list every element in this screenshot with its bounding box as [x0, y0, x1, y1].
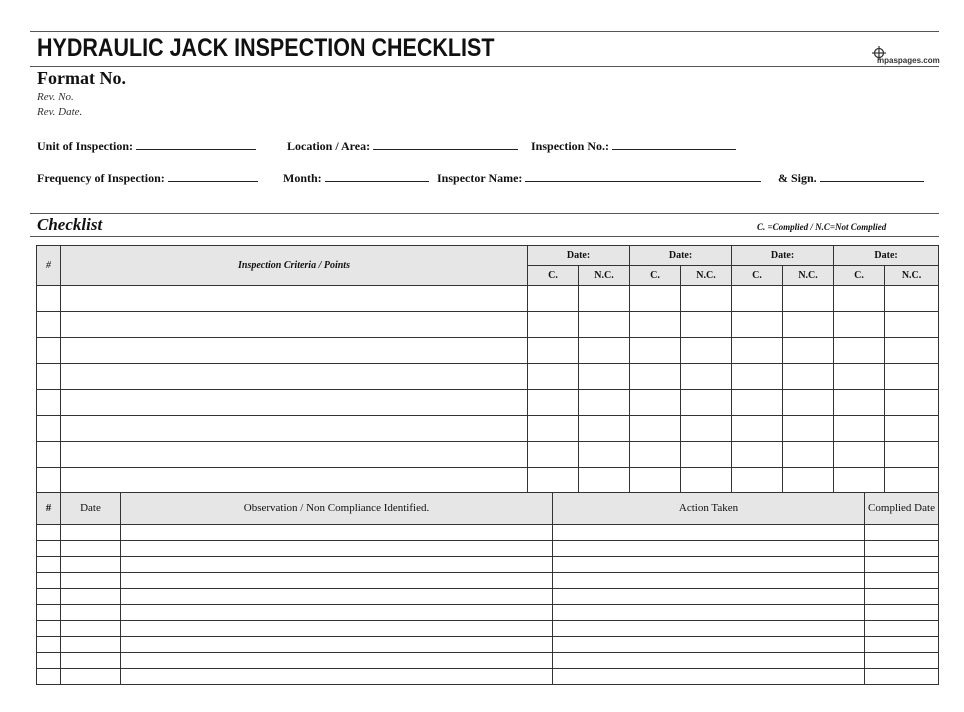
nc-cell[interactable] — [885, 416, 939, 442]
c-cell[interactable] — [732, 468, 783, 494]
unit-field[interactable] — [37, 139, 256, 154]
c-cell[interactable] — [732, 312, 783, 338]
c-cell[interactable] — [732, 338, 783, 364]
observation-cell[interactable] — [121, 573, 553, 589]
date-cell[interactable] — [61, 525, 121, 541]
date-cell[interactable] — [61, 589, 121, 605]
checklist-table — [36, 245, 939, 494]
c-cell[interactable] — [528, 468, 579, 494]
complied-date-cell[interactable] — [865, 525, 939, 541]
observation-cell[interactable] — [121, 605, 553, 621]
c-header-4: C. — [834, 266, 885, 286]
c-cell[interactable] — [528, 286, 579, 312]
observation-body — [37, 525, 939, 685]
page-title: HYDRAULIC JACK INSPECTION CHECKLIST — [37, 34, 495, 62]
date-cell[interactable] — [61, 653, 121, 669]
action-cell[interactable] — [553, 541, 865, 557]
criteria-cell[interactable] — [61, 364, 528, 390]
c-cell[interactable] — [732, 442, 783, 468]
checklist-bottom-rule — [30, 236, 939, 237]
checklist-row — [37, 390, 939, 416]
observation-header-hash: # — [37, 493, 61, 525]
location-label: Location / Area: — [287, 139, 371, 153]
observation-row — [37, 573, 939, 589]
row-number-cell[interactable] — [37, 468, 61, 494]
c-header-1: C. — [528, 266, 579, 286]
title-rule — [30, 66, 939, 67]
logo-text: inpaspages.com — [877, 56, 940, 65]
nc-cell[interactable] — [885, 312, 939, 338]
nc-cell[interactable] — [885, 442, 939, 468]
frequency-label: Frequency of Inspection: — [37, 171, 165, 185]
frequency-blank[interactable] — [168, 171, 258, 182]
row-number-cell[interactable] — [37, 338, 61, 364]
c-cell[interactable] — [732, 390, 783, 416]
nc-cell[interactable] — [579, 468, 630, 494]
month-blank[interactable] — [325, 171, 429, 182]
rev-no-label: Rev. No. — [37, 91, 74, 103]
checklist-row — [37, 416, 939, 442]
nc-cell[interactable] — [681, 416, 732, 442]
nc-cell[interactable] — [579, 312, 630, 338]
action-cell[interactable] — [553, 525, 865, 541]
complied-date-cell[interactable] — [865, 669, 939, 685]
c-cell[interactable] — [732, 364, 783, 390]
nc-cell[interactable] — [885, 286, 939, 312]
c-cell[interactable] — [630, 468, 681, 494]
frequency-field[interactable] — [37, 171, 258, 186]
nc-cell[interactable] — [885, 364, 939, 390]
c-cell[interactable] — [630, 364, 681, 390]
c-cell[interactable] — [630, 416, 681, 442]
complied-date-cell[interactable] — [865, 605, 939, 621]
nc-cell[interactable] — [681, 364, 732, 390]
date-cell[interactable] — [61, 669, 121, 685]
nc-cell[interactable] — [579, 416, 630, 442]
observation-row — [37, 605, 939, 621]
row-number-cell[interactable] — [37, 442, 61, 468]
c-cell[interactable] — [528, 364, 579, 390]
month-label: Month: — [283, 171, 322, 185]
row-number-cell[interactable] — [37, 637, 61, 653]
nc-cell[interactable] — [783, 390, 834, 416]
c-cell[interactable] — [528, 416, 579, 442]
checklist-row — [37, 364, 939, 390]
checklist-top-rule — [30, 213, 939, 214]
action-cell[interactable] — [553, 653, 865, 669]
observation-cell[interactable] — [121, 669, 553, 685]
nc-cell[interactable] — [681, 338, 732, 364]
complied-date-cell[interactable] — [865, 637, 939, 653]
observation-cell[interactable] — [121, 589, 553, 605]
date-cell[interactable] — [61, 541, 121, 557]
row-number-cell[interactable] — [37, 605, 61, 621]
c-cell[interactable] — [834, 338, 885, 364]
complied-date-cell[interactable] — [865, 589, 939, 605]
row-number-cell[interactable] — [37, 286, 61, 312]
c-cell[interactable] — [528, 390, 579, 416]
criteria-cell[interactable] — [61, 390, 528, 416]
nc-cell[interactable] — [885, 468, 939, 494]
checklist-row — [37, 468, 939, 494]
action-cell[interactable] — [553, 605, 865, 621]
checklist-row — [37, 312, 939, 338]
month-field[interactable] — [283, 171, 429, 186]
nc-cell[interactable] — [681, 390, 732, 416]
inspector-label: Inspector Name: — [437, 171, 523, 185]
date-header-4: Date: — [834, 246, 939, 266]
observation-row — [37, 541, 939, 557]
date-cell[interactable] — [61, 557, 121, 573]
nc-cell[interactable] — [783, 364, 834, 390]
checklist-header-hash: # — [37, 246, 61, 286]
action-cell[interactable] — [553, 669, 865, 685]
action-cell[interactable] — [553, 621, 865, 637]
criteria-cell[interactable] — [61, 416, 528, 442]
row-number-cell[interactable] — [37, 589, 61, 605]
date-cell[interactable] — [61, 573, 121, 589]
nc-cell[interactable] — [783, 416, 834, 442]
c-cell[interactable] — [630, 312, 681, 338]
checklist-row — [37, 286, 939, 312]
c-cell[interactable] — [834, 468, 885, 494]
row-number-cell[interactable] — [37, 573, 61, 589]
rev-date-label: Rev. Date. — [37, 106, 83, 118]
observation-header-complied-date: Complied Date — [865, 493, 939, 525]
checklist-header-criteria: Inspection Criteria / Points — [61, 246, 528, 286]
c-cell[interactable] — [732, 416, 783, 442]
row-number-cell[interactable] — [37, 541, 61, 557]
nc-cell[interactable] — [579, 364, 630, 390]
inspection-no-blank[interactable] — [612, 139, 736, 150]
c-cell[interactable] — [834, 442, 885, 468]
criteria-cell[interactable] — [61, 312, 528, 338]
date-cell[interactable] — [61, 605, 121, 621]
checklist-row — [37, 338, 939, 364]
c-cell[interactable] — [630, 338, 681, 364]
c-header-2: C. — [630, 266, 681, 286]
observation-cell[interactable] — [121, 653, 553, 669]
nc-header-1: N.C. — [579, 266, 630, 286]
nc-header-2: N.C. — [681, 266, 732, 286]
top-rule — [30, 31, 939, 32]
action-cell[interactable] — [553, 573, 865, 589]
nc-cell[interactable] — [579, 390, 630, 416]
row-number-cell[interactable] — [37, 557, 61, 573]
observation-row — [37, 669, 939, 685]
date-header-3: Date: — [732, 246, 834, 266]
action-cell[interactable] — [553, 589, 865, 605]
unit-blank[interactable] — [136, 139, 256, 150]
complied-date-cell[interactable] — [865, 621, 939, 637]
c-cell[interactable] — [834, 286, 885, 312]
row-number-cell[interactable] — [37, 416, 61, 442]
action-cell[interactable] — [553, 557, 865, 573]
date-header-1: Date: — [528, 246, 630, 266]
observation-table — [36, 492, 939, 685]
nc-cell[interactable] — [681, 312, 732, 338]
nc-cell[interactable] — [783, 286, 834, 312]
nc-cell[interactable] — [681, 286, 732, 312]
nc-cell[interactable] — [885, 390, 939, 416]
observation-row — [37, 637, 939, 653]
c-cell[interactable] — [834, 364, 885, 390]
complied-date-cell[interactable] — [865, 541, 939, 557]
nc-cell[interactable] — [579, 286, 630, 312]
inspection-no-field[interactable] — [531, 139, 736, 154]
legend-text: C. =Complied / N.C=Not Complied — [757, 222, 887, 232]
inspector-field[interactable] — [437, 171, 761, 186]
c-cell[interactable] — [528, 338, 579, 364]
criteria-cell[interactable] — [61, 286, 528, 312]
c-cell[interactable] — [630, 442, 681, 468]
row-number-cell[interactable] — [37, 621, 61, 637]
complied-date-cell[interactable] — [865, 557, 939, 573]
format-no-label: Format No. — [37, 68, 126, 88]
c-cell[interactable] — [834, 390, 885, 416]
row-number-cell[interactable] — [37, 312, 61, 338]
nc-cell[interactable] — [579, 442, 630, 468]
inspection-no-label: Inspection No.: — [531, 139, 610, 153]
unit-label: Unit of Inspection: — [37, 139, 134, 153]
row-number-cell[interactable] — [37, 653, 61, 669]
sign-field[interactable] — [778, 171, 924, 186]
c-cell[interactable] — [528, 312, 579, 338]
checklist-title: Checklist — [37, 215, 103, 234]
observation-row — [37, 653, 939, 669]
observation-cell[interactable] — [121, 541, 553, 557]
nc-header-3: N.C. — [783, 266, 834, 286]
location-blank[interactable] — [373, 139, 518, 150]
sign-label: & Sign. — [778, 171, 817, 185]
inspector-blank[interactable] — [525, 171, 761, 182]
row-number-cell[interactable] — [37, 525, 61, 541]
row-number-cell[interactable] — [37, 669, 61, 685]
complied-date-cell[interactable] — [865, 573, 939, 589]
nc-cell[interactable] — [783, 338, 834, 364]
nc-cell[interactable] — [579, 338, 630, 364]
location-field[interactable] — [287, 139, 518, 154]
nc-cell[interactable] — [783, 468, 834, 494]
observation-row — [37, 621, 939, 637]
logo — [868, 46, 948, 68]
row-number-cell[interactable] — [37, 390, 61, 416]
observation-cell[interactable] — [121, 621, 553, 637]
nc-header-4: N.C. — [885, 266, 939, 286]
nc-cell[interactable] — [681, 442, 732, 468]
criteria-cell[interactable] — [61, 468, 528, 494]
row-number-cell[interactable] — [37, 364, 61, 390]
observation-row — [37, 525, 939, 541]
c-cell[interactable] — [528, 442, 579, 468]
observation-row — [37, 589, 939, 605]
c-header-3: C. — [732, 266, 783, 286]
checklist-body — [37, 286, 939, 494]
observation-header-action: Action Taken — [553, 493, 865, 525]
criteria-cell[interactable] — [61, 442, 528, 468]
c-cell[interactable] — [732, 286, 783, 312]
action-cell[interactable] — [553, 637, 865, 653]
c-cell[interactable] — [630, 286, 681, 312]
checklist-row — [37, 442, 939, 468]
c-cell[interactable] — [630, 390, 681, 416]
sign-blank[interactable] — [820, 171, 924, 182]
observation-header-observation: Observation / Non Compliance Identified. — [121, 493, 553, 525]
observation-cell[interactable] — [121, 557, 553, 573]
date-header-2: Date: — [630, 246, 732, 266]
observation-header-date: Date — [61, 493, 121, 525]
nc-cell[interactable] — [885, 338, 939, 364]
c-cell[interactable] — [834, 416, 885, 442]
complied-date-cell[interactable] — [865, 653, 939, 669]
observation-cell[interactable] — [121, 637, 553, 653]
c-cell[interactable] — [834, 312, 885, 338]
nc-cell[interactable] — [681, 468, 732, 494]
observation-cell[interactable] — [121, 525, 553, 541]
criteria-cell[interactable] — [61, 338, 528, 364]
nc-cell[interactable] — [783, 312, 834, 338]
date-cell[interactable] — [61, 621, 121, 637]
nc-cell[interactable] — [783, 442, 834, 468]
observation-row — [37, 557, 939, 573]
date-cell[interactable] — [61, 637, 121, 653]
